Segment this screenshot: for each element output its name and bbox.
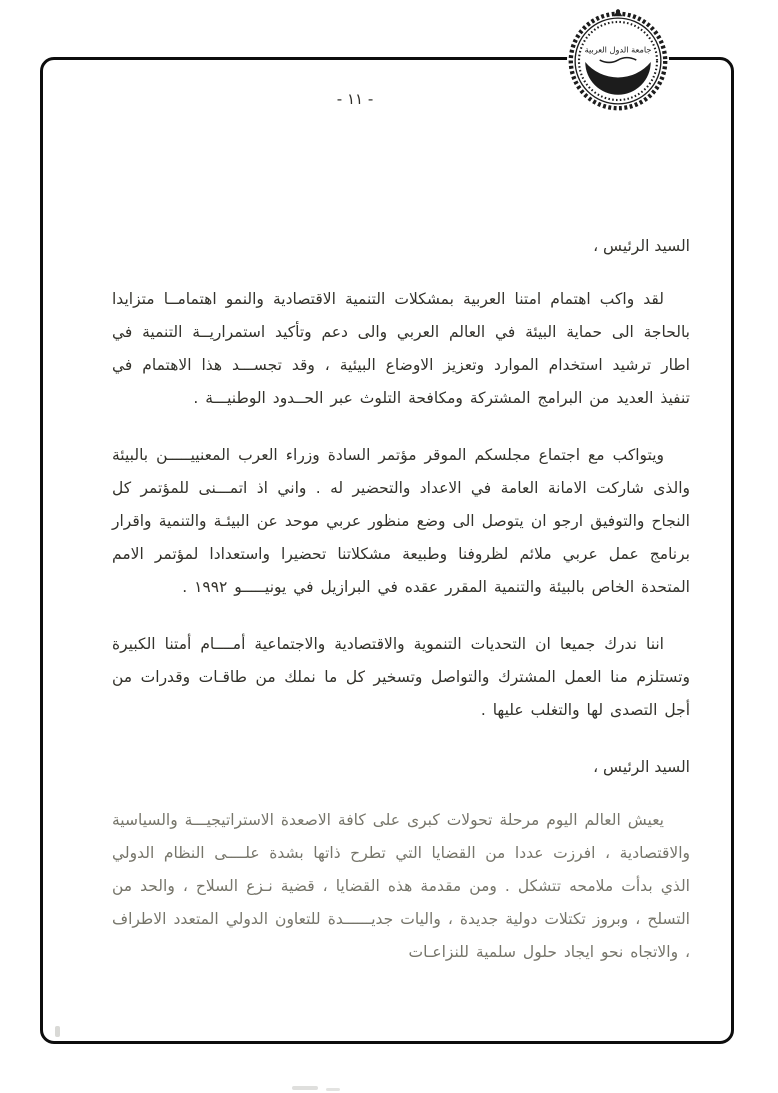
paragraph: اننا ندرك جميعا ان التحديات التنموية والاقتصادية والاجتماعية أمــــام أمتنا الكبيرة وتستلزم منا العمل المشترك والتواصل وتسخير كل ما نملك من طاقـات وقدرات من أجل التصدى لها والتغلب عليها .	[112, 635, 690, 719]
arab-league-emblem-icon	[565, 8, 671, 114]
salutation-line: السيد الرئيس ،	[593, 237, 690, 255]
letter-body	[112, 230, 690, 969]
salutation-line: السيد الرئيس ،	[593, 758, 690, 776]
page-number: - ١١ -	[336, 90, 374, 108]
paragraph: لقد واكب اهتمام امتنا العربية بمشكلات التنمية الاقتصادية والنمو اهتمامــا متزايدا بالحاجة الى حماية البيئة في العالم العربي والى دعم وتأكيد استمراريــة التنمية في اطار ترشيد استخدام الموارد وتعزيز الاوضاع البيئية ، وقد تجســـد هذا الاهتمام في تنفيذ العديد من البرامج المشتركة ومكافحة التلوث عبر الحــدود الوطنيـــة .	[112, 290, 690, 407]
emblem-inscription: جامعة الدول العربية	[584, 44, 652, 55]
scan-artifact	[55, 1026, 60, 1037]
paragraph-faded: يعيش العالم اليوم مرحلة تحولات كبرى على كافة الاصعدة الاستراتيجيـــة والسياسية والاقتصادية ، افرزت عددا من القضايا التي تطرح ذاتها بشدة علــــى النظام الدولي الذي بدأت ملامحه تتشكل . ومن مقدمة هذه القضايا ، قضية نـزع السلاح ، والحد من التسلح ، وبروز تكتلات دولية جديدة ، واليات جديــــــدة للتعاون الدولي المتعدد الاطراف ، والاتجاه نحو ايجاد حلول سلمية للنزاعـات	[112, 811, 690, 961]
scan-artifact	[292, 1086, 318, 1090]
scan-artifact	[326, 1088, 340, 1091]
paragraph: ويتواكب مع اجتماع مجلسكم الموقر مؤتمر السادة وزراء العرب المعنييـــــن بالبيئة والذى شاركت الامانة العامة في الاعداد والتحضير له . واني اذ اتمـــنى للمؤتمر كل النجاح والتوفيق ارجو ان يتوصل الى وضع منظور عربي موحد عن البيئـة والتنمية واقرار برنامج عمل عربي ملائم لظروفنا وطبيعة مشكلاتنا تحضيرا واستعدادا لمؤتمر الامم المتحدة الخاص بالبيئة والتنمية المقرر عقده في البرازيل في يونيـــــو ١٩٩٢ .	[112, 446, 690, 596]
